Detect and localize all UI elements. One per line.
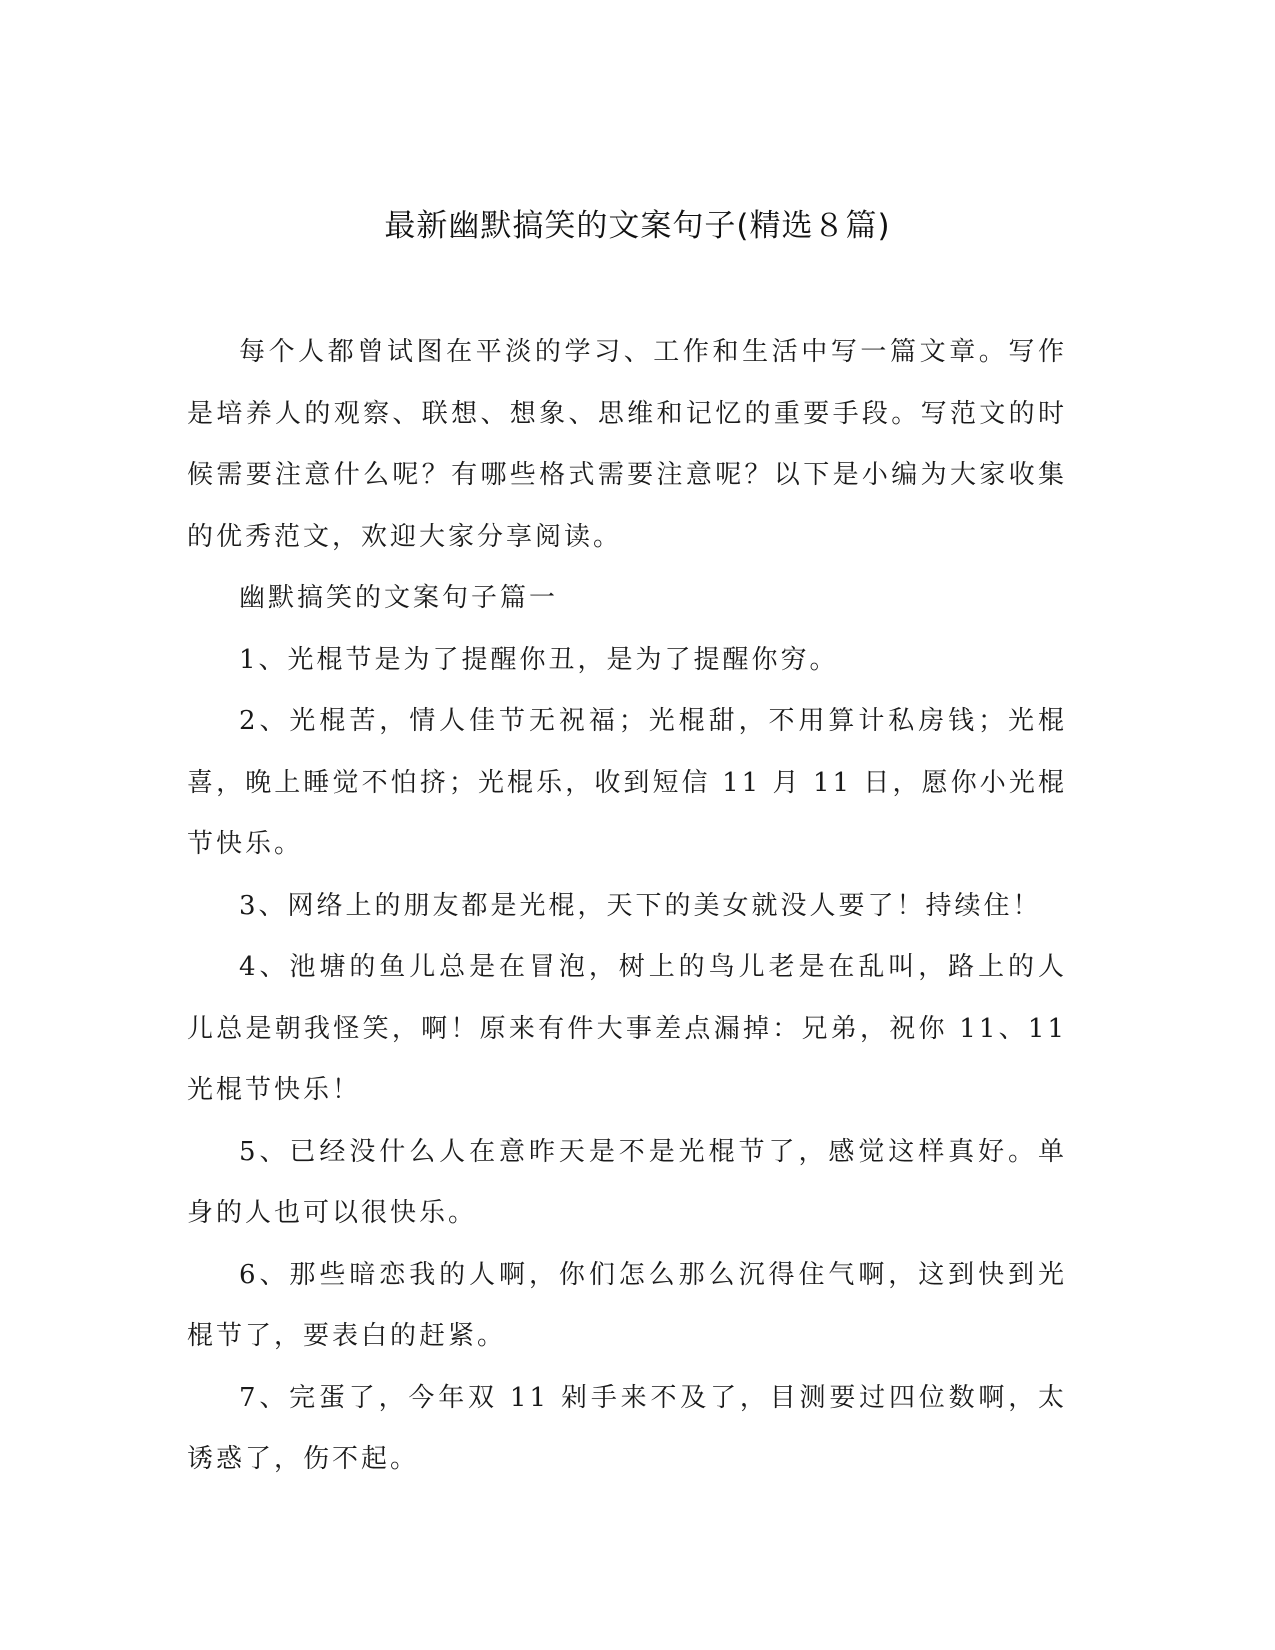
document-body: [187, 322, 1067, 1491]
list-item: 2、光棍苦，情人佳节无祝福；光棍甜，不用算计私房钱；光棍喜，晚上睡觉不怕挤；光棍乐，收到短信 11 月 11 日，愿你小光棍节快乐。: [187, 706, 1067, 859]
list-item: 6、那些暗恋我的人啊，你们怎么那么沉得住气啊，这到快到光棍节了，要表白的赶紧。: [187, 1259, 1067, 1351]
intro-paragraph: 每个人都曾试图在平淡的学习、工作和生活中写一篇文章。写作是培养人的观察、联想、想象、思维和记忆的重要手段。写范文的时候需要注意什么呢？有哪些格式需要注意呢？以下是小编为大家收集的优秀范文，欢迎大家分享阅读。: [187, 337, 1067, 552]
list-item: 1、光棍节是为了提醒你丑，是为了提醒你穷。: [239, 644, 839, 675]
section-heading: 幽默搞笑的文案句子篇一: [239, 583, 559, 613]
list-item: 5、已经没什么人在意昨天是不是光棍节了，感觉这样真好。单身的人也可以很快乐。: [187, 1136, 1067, 1228]
list-item: 4、池塘的鱼儿总是在冒泡，树上的鸟儿老是在乱叫，路上的人儿总是朝我怪笑，啊！原来有件大事差点漏掉：兄弟，祝你 11、11 光棍节快乐！: [187, 952, 1067, 1105]
document-title: 最新幽默搞笑的文案句子(精选８篇): [384, 208, 891, 244]
list-item: 3、网络上的朋友都是光棍，天下的美女就没人要了！持续住！: [239, 890, 1042, 921]
list-item: 7、完蛋了，今年双 11 剁手来不及了，目测要过四位数啊，太诱惑了，伤不起。: [187, 1382, 1067, 1474]
